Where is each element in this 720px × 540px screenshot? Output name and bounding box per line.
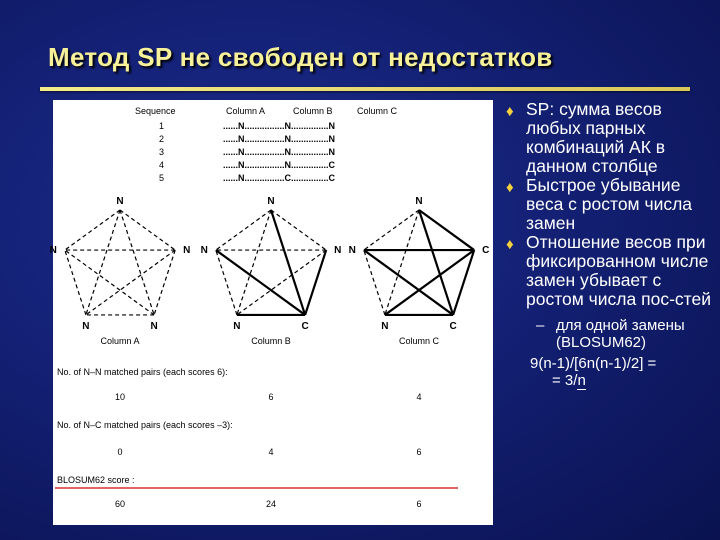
- blosum-value: 60: [114, 499, 126, 509]
- formula-line1: 9(n-1)/[6n(n-1)/2] =: [530, 355, 657, 372]
- nc-edge: [271, 210, 305, 315]
- nn-edge: [154, 250, 175, 315]
- nn-edge: [86, 250, 175, 315]
- title-underline: [40, 87, 690, 91]
- nc-label: No. of N–C matched pairs (each scores –3):: [57, 420, 233, 430]
- vertex-label: N: [334, 245, 342, 257]
- vertex-label: C: [482, 245, 490, 257]
- vertex-label: C: [301, 320, 309, 332]
- vertex-label: N: [381, 320, 389, 332]
- row-dots: ......N................N...............N: [223, 121, 336, 131]
- nc-edge: [453, 250, 474, 315]
- bullet-list: [506, 100, 716, 389]
- nc-edge: [385, 250, 474, 315]
- bullet-text: Отношение весов при фиксированном числе замен убывает с ростом числа пос-стей: [526, 232, 711, 309]
- nn-value: 6: [268, 392, 274, 402]
- nn-value: 4: [416, 392, 422, 402]
- vertex-label: N: [150, 320, 158, 332]
- diamond-bullet-icon: ♦: [506, 179, 514, 196]
- sequence-rows: [159, 121, 336, 183]
- nc-edge: [364, 250, 453, 315]
- header-column-a: Column A: [226, 106, 266, 116]
- vertex-label: N: [49, 245, 57, 257]
- blosum-value: 24: [265, 499, 277, 509]
- row-dots: ......N................N...............C: [223, 160, 336, 170]
- vertex-label: N: [267, 196, 275, 207]
- formula-eq: = 3/: [552, 372, 578, 389]
- row-dots: ......N................N...............N: [223, 134, 336, 144]
- row-dots: ......N................C...............C: [223, 173, 336, 183]
- header-sequence: Sequence: [135, 106, 176, 116]
- row-num: 2: [159, 134, 165, 144]
- formula: [530, 355, 716, 389]
- bullet-item: [506, 100, 716, 176]
- nn-edge: [237, 210, 271, 315]
- pentagon-figure: [49, 100, 493, 525]
- row-num: 4: [159, 160, 165, 170]
- graph-caption-b: Column B: [251, 336, 291, 346]
- nc-value: 0: [117, 447, 123, 457]
- nn-edge: [65, 210, 120, 250]
- vertex-label: N: [415, 196, 423, 207]
- nn-edge: [237, 250, 326, 315]
- bullet-text: Быстрое убывание веса с ростом числа замен: [526, 175, 693, 233]
- bullet-text: SP: сумма весов любых парных комбинаций АК в данном столбце: [526, 99, 666, 176]
- pentagon-graphs: [50, 196, 490, 332]
- nn-edge: [271, 210, 326, 250]
- nn-edge: [65, 250, 86, 315]
- vertex-label: N: [200, 245, 208, 257]
- nc-edge: [305, 250, 326, 315]
- diamond-bullet-icon: ♦: [506, 103, 514, 120]
- blosum-value: 6: [416, 499, 422, 509]
- header-column-b: Column B: [293, 106, 333, 116]
- row-num: 5: [159, 173, 165, 183]
- row-num: 3: [159, 147, 165, 157]
- vertex-label: N: [233, 320, 241, 332]
- slide-title: Метод SP не свободен от недостатков: [48, 42, 553, 72]
- nn-edge: [216, 210, 271, 250]
- nn-edge: [364, 250, 385, 315]
- nc-edge: [216, 250, 305, 315]
- vertex-label: N: [116, 196, 124, 207]
- sub-bullet-text: для одной замены (BLOSUM62): [556, 317, 685, 351]
- vertex-label: C: [449, 320, 457, 332]
- bullet-item: [506, 176, 716, 233]
- vertex-label: N: [183, 245, 191, 257]
- nn-label: No. of N–N matched pairs (each scores 6):: [57, 367, 228, 377]
- nn-value: 10: [114, 392, 126, 402]
- nn-edge: [65, 250, 154, 315]
- graph-caption-c: Column C: [398, 336, 440, 346]
- formula-result: [530, 372, 716, 389]
- figure-panel: [49, 100, 493, 525]
- diamond-bullet-icon: ♦: [506, 236, 514, 253]
- dash-icon: –: [536, 317, 545, 334]
- nn-edge: [120, 210, 154, 315]
- nc-edge: [419, 210, 474, 250]
- nn-edge: [364, 210, 419, 250]
- nc-edge: [419, 210, 453, 315]
- row-num: 1: [159, 121, 165, 131]
- formula-n: n: [577, 372, 586, 389]
- bullet-item: [506, 233, 716, 309]
- nn-edge: [216, 250, 237, 315]
- sub-bullet: [536, 317, 716, 351]
- vertex-label: N: [348, 245, 356, 257]
- nn-edge: [120, 210, 175, 250]
- nc-value: 4: [268, 447, 274, 457]
- nn-edge: [86, 210, 120, 315]
- row-dots: ......N................N...............N: [223, 147, 336, 157]
- graph-caption-a: Column A: [100, 336, 140, 346]
- header-column-c: Column C: [357, 106, 398, 116]
- vertex-label: N: [82, 320, 90, 332]
- blosum-label: BLOSUM62 score :: [57, 475, 135, 485]
- nc-value: 6: [416, 447, 422, 457]
- nn-edge: [385, 210, 419, 315]
